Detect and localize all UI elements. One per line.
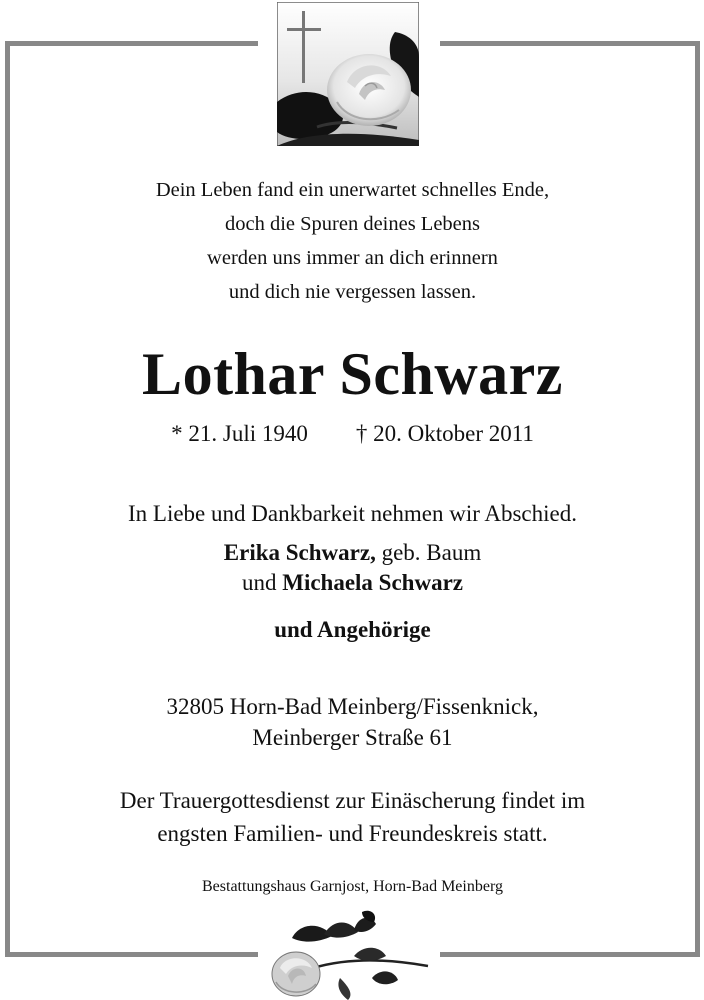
deceased-name: Lothar Schwarz [142,341,563,407]
rose-icon [262,908,432,1000]
mourners [10,538,695,598]
service-info [10,784,695,850]
farewell-line: In Liebe und Dankbarkeit nehmen wir Abschied. [127,501,577,526]
frame-top-left [5,41,258,46]
verse-line: Dein Leben fand ein unerwartet schnelles Ende, [155,179,550,201]
relatives-line: und Angehörige [274,617,431,642]
cross-rose-emblem [277,2,419,146]
mourner-line-1 [10,538,695,568]
address-line: 32805 Horn-Bad Meinberg/Fissenknick, [166,694,539,719]
service-line: Der Trauergottesdienst zur Einäscherung findet im [119,788,586,813]
death-date: † 20. Oktober 2011 [355,421,534,446]
birth-date: * 21. Juli 1940 [171,421,308,446]
service-line: engsten Familien- und Freundeskreis statt. [157,821,548,846]
frame-bottom-left [5,952,258,957]
frame-right [695,41,700,957]
verse [10,173,695,309]
verse-line: und dich nie vergessen lassen. [228,281,477,303]
undertaker: Bestattungshaus Garnjost, Horn-Bad Meinberg [202,878,503,895]
verse-line: doch die Spuren deines Lebens [224,213,481,235]
frame-bottom-right [440,952,700,957]
mourner-name-michaela: Michaela Schwarz [282,570,463,595]
life-dates [10,418,695,450]
address [10,691,695,753]
mourner-line-2 [10,568,695,598]
mourner-maiden-name: geb. Baum [375,540,482,565]
address-line: Meinberger Straße 61 [252,725,453,750]
mourner-prefix: und [241,570,283,595]
frame-top-right [440,41,700,46]
verse-line: werden uns immer an dich erinnern [207,247,498,269]
mourner-name-erika: Erika Schwarz, [223,540,376,565]
